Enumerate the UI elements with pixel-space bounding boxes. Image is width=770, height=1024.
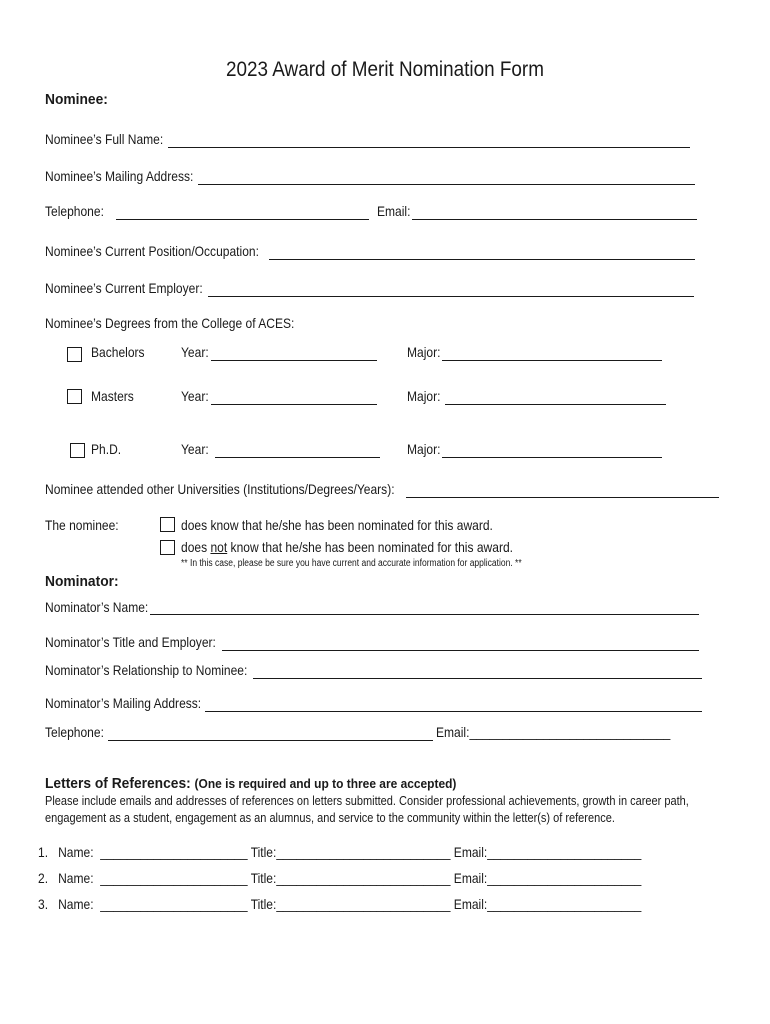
nominator-title-employer-field[interactable] [222,650,699,651]
nominee-degrees-label: Nominee’s Degrees from the College of ACES: [45,315,295,331]
nominee-full-name-field[interactable] [168,147,690,148]
reference-1-name-field[interactable]: ______________________ [100,844,248,860]
awareness-note: ** In this case, please be sure you have current and accurate information for application. ** [181,558,522,569]
bachelors-year-label: Year: [181,344,209,360]
nominee-telephone-field[interactable] [116,219,369,220]
references-instructions-1: Please include emails and addresses of references on letters submitted. Consider professional achievements, growth in career path, [45,794,689,808]
bachelors-major-label: Major: [407,344,441,360]
nominator-title-employer-label: Nominator’s Title and Employer: [45,634,216,650]
phd-checkbox[interactable] [70,443,85,458]
nominee-knows-checkbox[interactable] [160,517,175,532]
reference-1-email-field[interactable]: _______________________ [487,844,642,860]
reference-row: 2. Name: ______________________ Title:__________________________ Email:_______________________ [38,870,642,886]
reference-row: 1. Name: ______________________ Title:__________________________ Email:_______________________ [38,844,642,860]
masters-major-label: Major: [407,388,441,404]
nominee-email-label: Email: [377,203,411,219]
nominator-name-field[interactable] [150,614,699,615]
nominator-email-field[interactable]: ______________________________ [469,724,671,740]
nominee-full-name-label: Nominee’s Full Name: [45,131,164,147]
bachelors-checkbox[interactable] [67,347,82,362]
phd-year-label: Year: [181,441,209,457]
nominator-name-label: Nominator’s Name: [45,599,149,615]
masters-year-label: Year: [181,388,209,404]
nominator-telephone-label: Telephone: [45,724,104,740]
phd-label: Ph.D. [91,441,122,457]
other-universities-label: Nominee attended other Universities (Institutions/Degrees/Years): [45,481,395,497]
phd-major-field[interactable] [442,457,662,458]
nominator-mailing-address-label: Nominator’s Mailing Address: [45,695,202,711]
bachelors-major-field[interactable] [442,360,662,361]
nominee-employer-label: Nominee’s Current Employer: [45,280,203,296]
reference-3-name-field[interactable]: ______________________ [100,896,248,912]
nominee-email-field[interactable] [412,219,697,220]
nominee-position-label: Nominee’s Current Position/Occupation: [45,243,259,259]
masters-label: Masters [91,388,134,404]
nominator-relationship-label: Nominator’s Relationship to Nominee: [45,662,248,678]
reference-3-email-field[interactable]: _______________________ [487,896,642,912]
nominee-not-know-checkbox[interactable] [160,540,175,555]
references-heading: Letters of References: (One is required and up to three are accepted) [45,775,457,792]
nominator-relationship-field[interactable] [253,678,702,679]
masters-checkbox[interactable] [67,389,82,404]
reference-2-email-field[interactable]: _______________________ [487,870,642,886]
bachelors-year-field[interactable] [211,360,377,361]
nominee-knows-text: does know that he/she has been nominated for this award. [181,517,493,533]
nominee-not-know-text: does not know that he/she has been nominated for this award. [181,539,514,555]
phd-major-label: Major: [407,441,441,457]
nominee-mailing-address-field[interactable] [198,184,695,185]
bachelors-label: Bachelors [91,344,145,360]
form-title: 2023 Award of Merit Nomination Form [226,58,544,81]
reference-2-title-field[interactable]: __________________________ [276,870,451,886]
references-instructions-2: engagement as a student, engagement as an alumnus, and service to the community within the letter(s) of reference. [45,811,615,825]
nominee-mailing-address-label: Nominee’s Mailing Address: [45,168,194,184]
reference-row: 3. Name: ______________________ Title:__________________________ Email:_______________________ [38,896,642,912]
other-universities-field[interactable] [406,497,719,498]
reference-2-name-field[interactable]: ______________________ [100,870,248,886]
nominator-email-label: Email:______________________________ [436,724,671,740]
masters-major-field[interactable] [445,404,666,405]
reference-3-title-field[interactable]: __________________________ [276,896,451,912]
references-heading-note: (One is required and up to three are accepted) [194,776,457,791]
masters-year-field[interactable] [211,404,377,405]
reference-1-title-field[interactable]: __________________________ [276,844,451,860]
nominee-heading: Nominee: [45,91,108,108]
nominator-telephone-field[interactable] [108,740,433,741]
nominator-heading: Nominator: [45,573,119,590]
nominee-telephone-label: Telephone: [45,203,104,219]
phd-year-field[interactable] [215,457,380,458]
nominee-position-field[interactable] [269,259,695,260]
nominator-mailing-address-field[interactable] [205,711,702,712]
nominee-employer-field[interactable] [208,296,694,297]
nominee-awareness-label: The nominee: [45,517,119,533]
